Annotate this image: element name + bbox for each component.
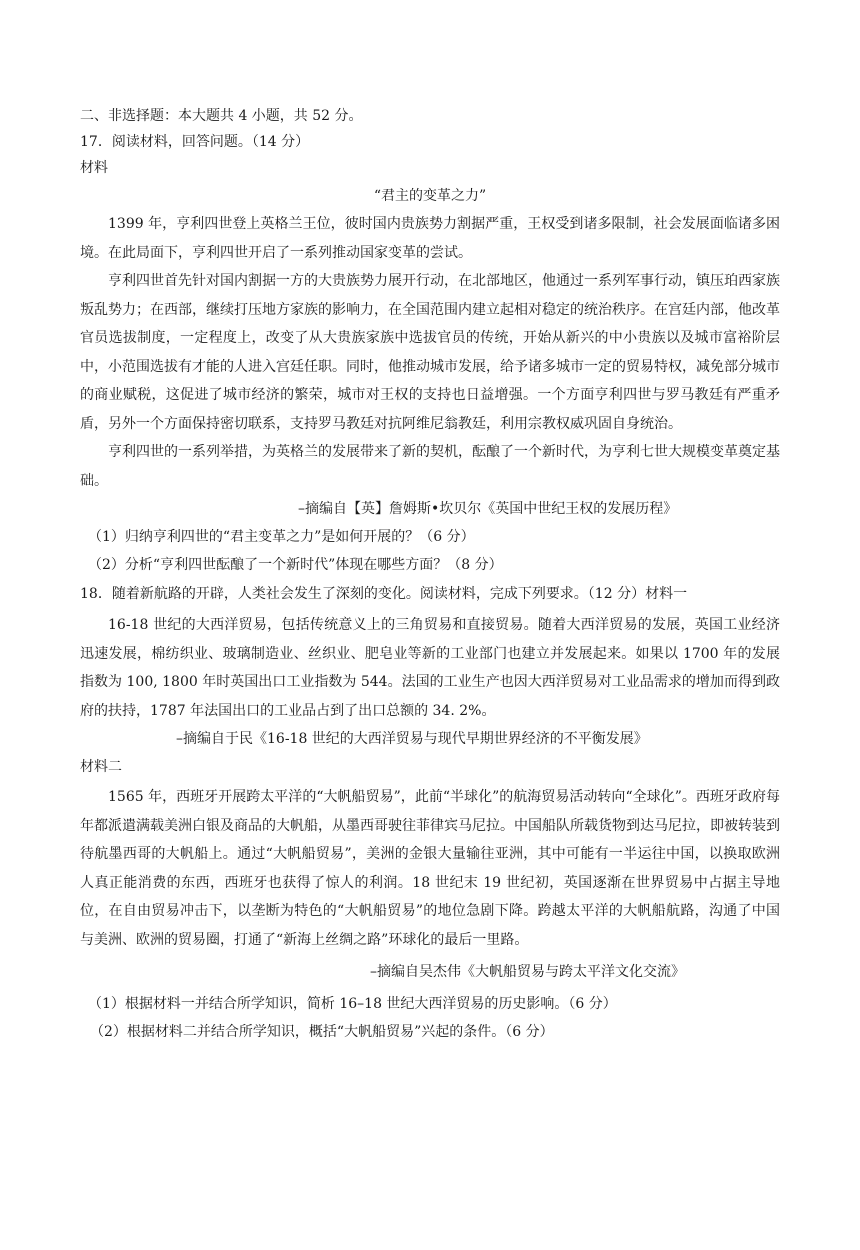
q18-material-1: 16-18 世纪的大西洋贸易，包括传统意义上的三角贸易和直接贸易。随着大西洋贸易的发展，英国工业经济迅速发展，棉纺织业、玻璃制造业、丝织业、肥皂业等新的工业部门也建立并发展起来。如果以 1700 年的发展指数为 100, 1800 年时英国出口工业指数为 544。法国的工业生产也因大西洋贸易对工业品需求的增加而得到政府的扶持，1787 年法国出口的工业品占到了出口总额的 34. 2%。 (80, 617, 780, 719)
q18-sub-question-2: （2）根据材料二并结合所学知识，概括“大帆船贸易”兴起的条件。（6 分） (90, 1024, 554, 1040)
question-18-title: 18．随着新航路的开辟，人类社会发生了深刻的变化。阅读材料，完成下列要求。（12 分）材料一 (80, 586, 688, 602)
question-17-title: 17．阅读材料，回答问题。（14 分） (80, 134, 310, 150)
q17-sub-question-2: （2）分析“亨利四世酝酿了一个新时代”体现在哪些方面？（8 分） (88, 557, 503, 573)
q18-material-2: 1565 年，西班牙开展跨太平洋的“大帆船贸易”，此前“半球化”的航海贸易活动转向“全球化”。西班牙政府每年都派遣满载美洲白银及商品的大帆船，从墨西哥驶往菲律宾马尼拉。中国船队所载货物到达马尼拉，即被转装到待航墨西哥的大帆船上。通过“大帆船贸易”，美洲的金银大量输往亚洲，其中可能有一半运往中国，以换取欧洲人真正能消费的东西，西班牙也获得了惊人的利润。18 世纪末 19 世纪初，英国逐渐在世界贸易中占据主导地位，在自由贸易冲击下，以垄断为特色的“大帆船贸易”的地位急剧下降。跨越太平洋的大帆船航路，沟通了中国与美洲、欧洲的贸易圈，打通了“新海上丝绸之路”环球化的最后一里路。 (80, 789, 780, 948)
section-header: 二、非选择题：本大题共 4 小题，共 52 分。 (80, 108, 363, 124)
material-2-label: 材料二 (80, 759, 122, 775)
q17-source: –摘编自【英】詹姆斯•坎贝尔《英国中世纪王权的发展历程》 (298, 501, 678, 517)
q17-paragraph-2: 亨利四世首先针对国内割据一方的大贵族势力展开行动，在北部地区，他通过一系列军事行动，镇压珀西家族叛乱势力；在西部，继续打压地方家族的影响力，在全国范围内建立起相对稳定的统治秩序。在宫廷内部，他改革官员选拔制度，一定程度上，改变了从大贵族家族中选拔官员的传统，开始从新兴的中小贵族以及城市富裕阶层中，小范围选拔有才能的人进入宫廷任职。同时，他推动城市发展，给予诸多城市一定的贸易特权，减免部分城市的商业赋税，这促进了城市经济的繁荣，城市对王权的支持也日益增强。一个方面亨利四世与罗马教廷有严重矛盾，另外一个方面保持密切联系，支持罗马教廷对抗阿维尼翁教廷，利用宗教权威巩固自身统治。 (80, 273, 780, 432)
q17-paragraph-1: 1399 年，亨利四世登上英格兰王位，彼时国内贵族势力割据严重，王权受到诸多限制，社会发展面临诸多困境。在此局面下，亨利四世开启了一系列推动国家变革的尝试。 (80, 216, 780, 261)
q18-source-2: –摘编自吴杰伟《大帆船贸易与跨太平洋文化交流》 (370, 964, 685, 980)
material-label: 材料 (80, 160, 108, 176)
q18-sub-question-1: （1）根据材料一并结合所学知识，简析 16–18 世纪大西洋贸易的历史影响。（6 分） (88, 996, 617, 1012)
q17-sub-question-1: （1）归纳亨利四世的“君主变革之力”是如何开展的？（6 分） (88, 529, 475, 545)
material-heading: “君主的变革之力” (373, 188, 487, 204)
q18-source-1: –摘编自于民《16-18 世纪的大西洋贸易与现代早期世界经济的不平衡发展》 (176, 731, 648, 747)
q17-paragraph-3: 亨利四世的一系列举措，为英格兰的发展带来了新的契机，酝酿了一个新时代，为亨利七世大规模变革奠定基础。 (80, 444, 780, 489)
